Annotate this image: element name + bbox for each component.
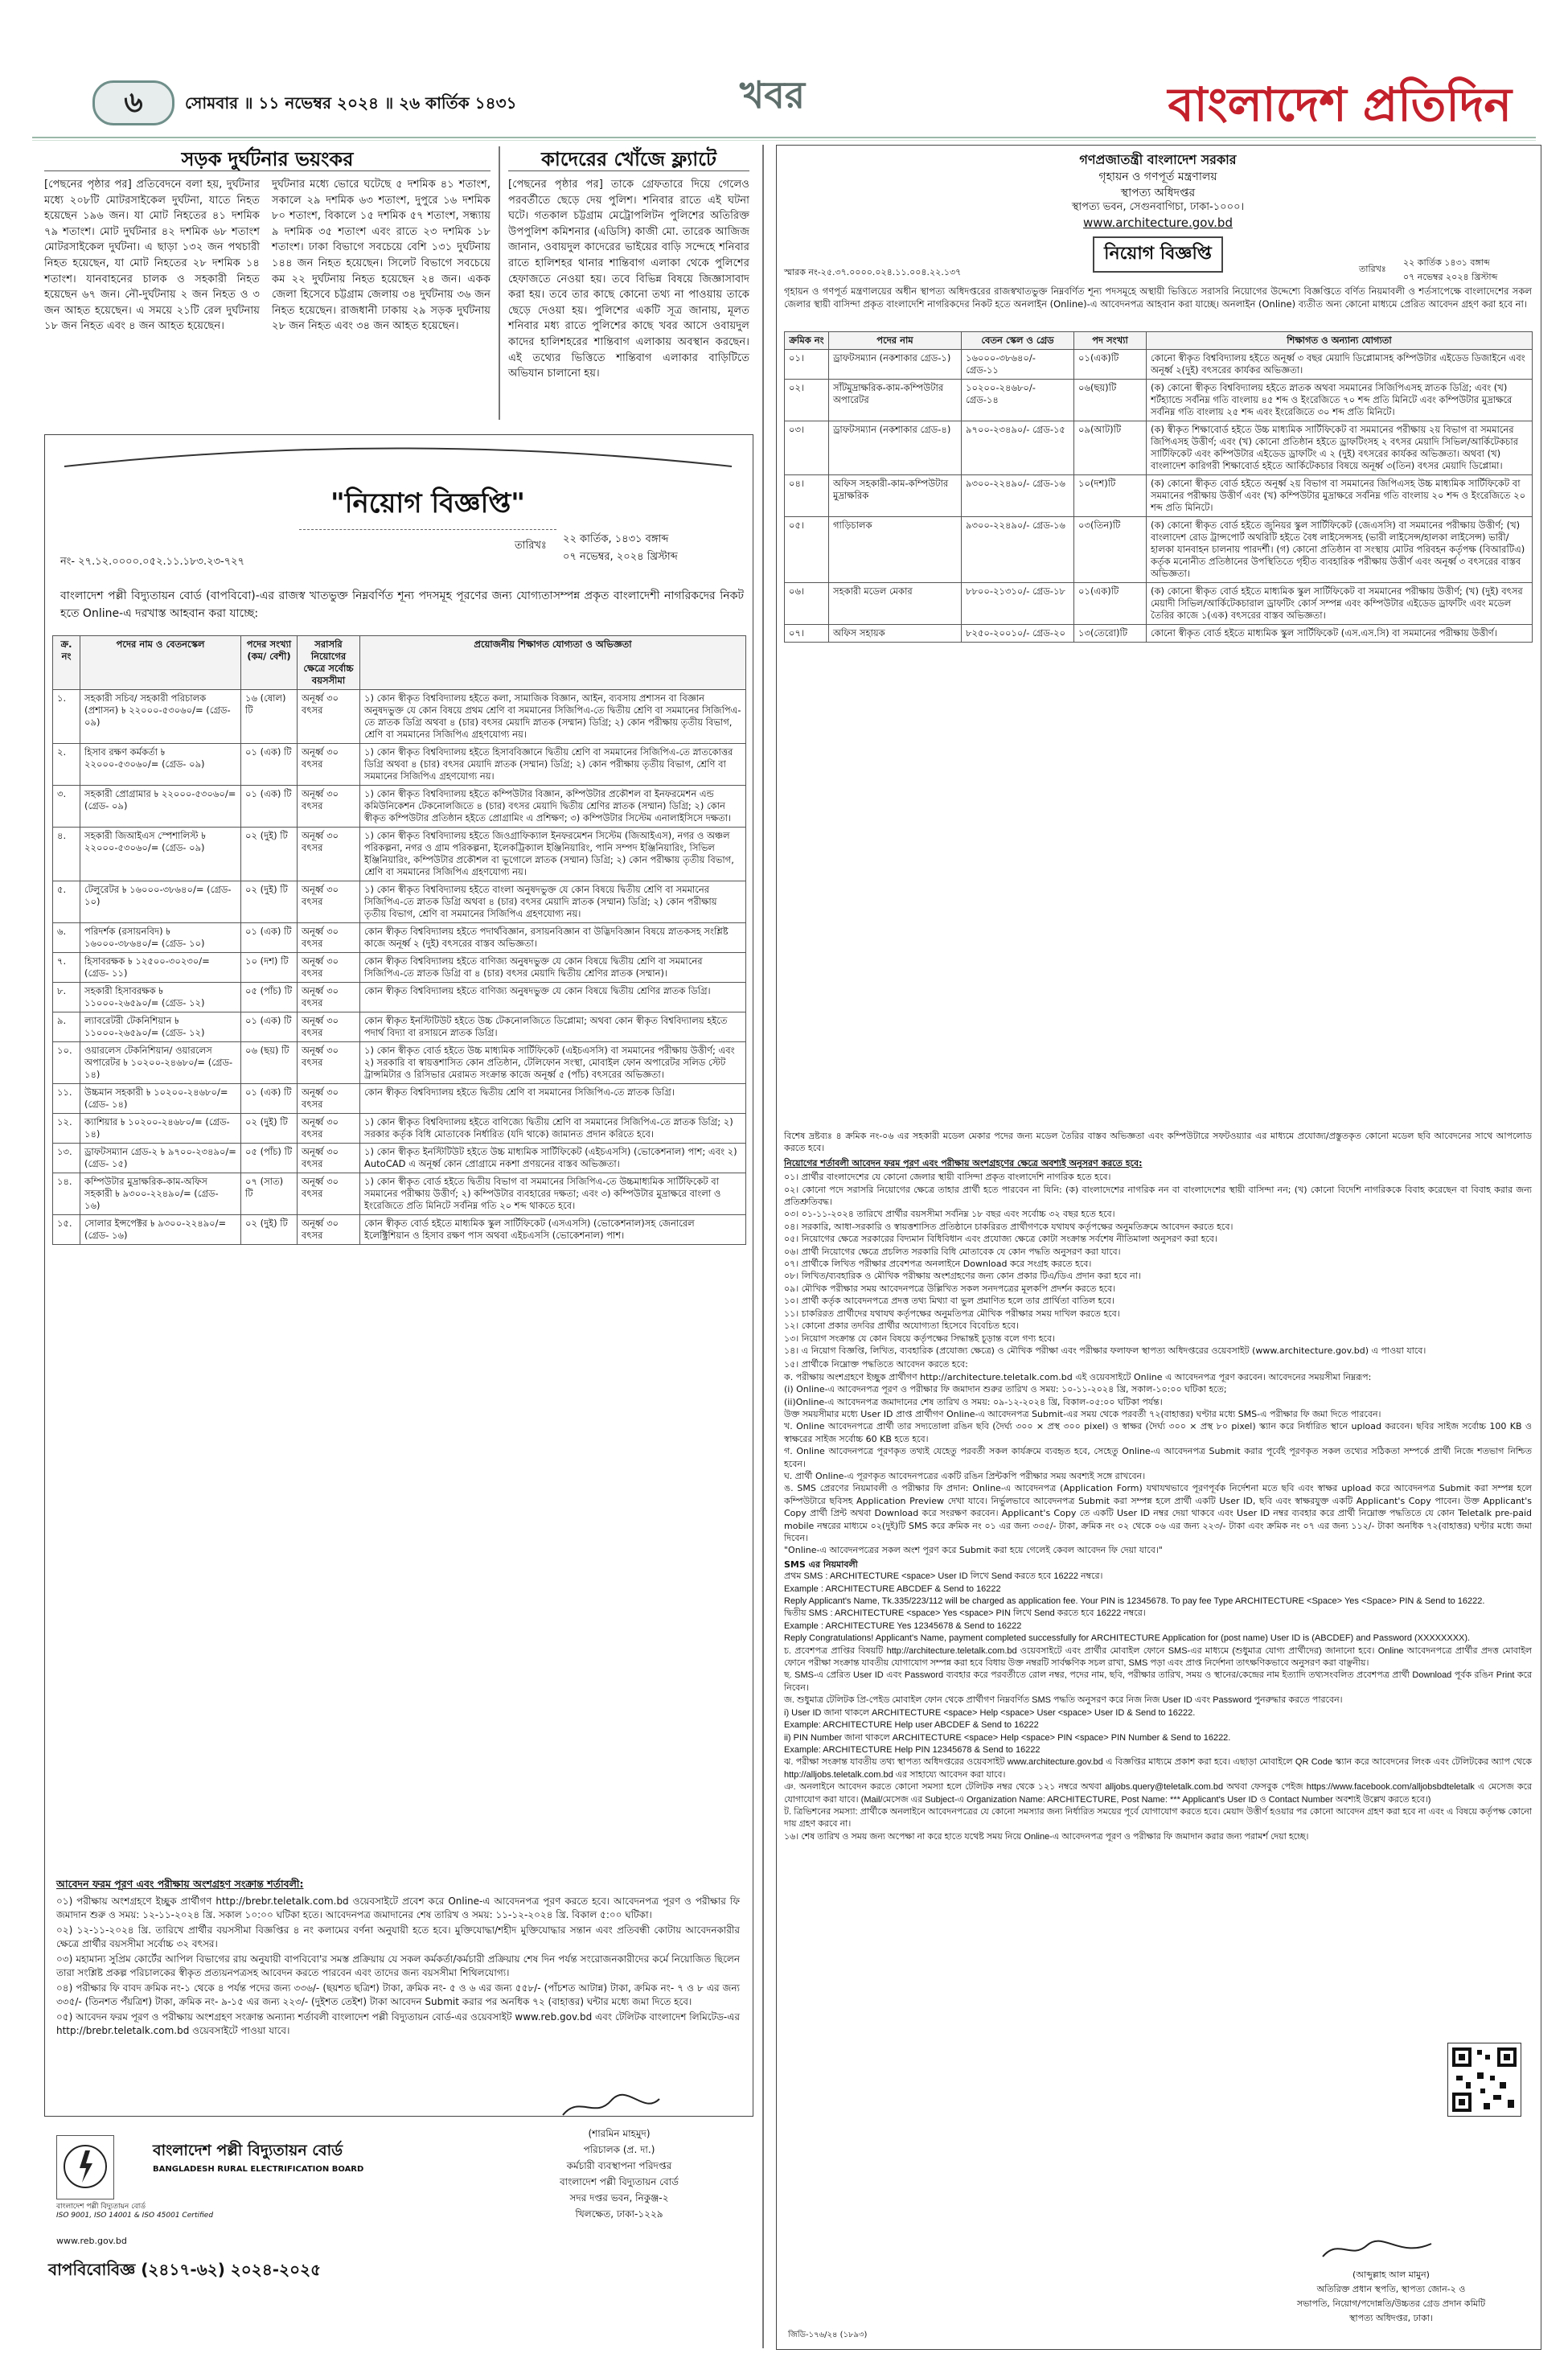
table-row [785, 475, 1533, 517]
table-cell: সহকারী মডেল মেকার [829, 583, 962, 625]
list-item: ০১। প্রার্থীর বাংলাদেশের যে কোনো জেলার স্থায়ী বাসিন্দা প্রকৃত বাংলাদেশি নাগরিক হতে হবে। [784, 1172, 1111, 1183]
department-website[interactable]: www.architecture.gov.bd [1083, 216, 1233, 230]
architecture-signer-org: স্থাপত্য অধিদপ্তর, ঢাকা। [1349, 2313, 1433, 2323]
page-number: ৬ [92, 80, 174, 125]
table-row [53, 1144, 746, 1173]
table-cell: ১৬০০০-৩৮৬৪০/- গ্রেড-১১ [962, 350, 1074, 380]
table-header-cell: প্রয়োজনীয় শিক্ষাগত যোগ্যতা ও অভিজ্ঞতা [360, 636, 746, 690]
table-cell: অনূর্ধ্ব ৩০ বৎসর [298, 1012, 360, 1042]
apply-title: ১৫। প্রার্থীকে নিম্নোক্ত পদ্ধতিতে আবেদন করতে হবে: [784, 1359, 968, 1370]
table-cell: ০৬ (ছয়) টি [241, 1042, 298, 1084]
table-header-cell: শিক্ষাগত ও অন্যান্য যোগ্যতা [1147, 332, 1533, 350]
architecture-date-label: তারিখঃ [1359, 264, 1386, 274]
table-cell: ০৫। [785, 517, 829, 583]
page-column-divider [762, 145, 764, 2348]
table-cell: ১২. [53, 1114, 80, 1144]
sms-title: SMS এর নিয়মাবলী [784, 1559, 858, 1570]
table-cell: ০২ (দুই) টি [241, 1114, 298, 1144]
reb-logo-stamp [56, 2135, 114, 2199]
table-cell: ১) কোন স্বীকৃত বোর্ড হইতে দ্বিতীয় বিভাগ বা সমমানের সিজিপিএ-তে উচ্চমাধ্যমিক সার্টিফিকেট বা সমমানের পরীক্ষায় উত্তীর্ণ; ২) কম্পিউটার ব্যবহারের দক্ষতা; এবং ৩) কম্পিউটার মুদ্রাক্ষরে বাংলা ও ইংরেজিতে প্রতি মিনিটে সর্বনিম্ন গতি ২০ শব্দ থাকতে হবে। [360, 1173, 746, 1215]
table-cell: অনূর্ধ্ব ৩০ বৎসর [298, 828, 360, 881]
table-row [53, 690, 746, 744]
table-cell: অনূর্ধ্ব ৩০ বৎসর [298, 881, 360, 923]
table-row [785, 380, 1533, 421]
table-cell: ১০২০০-২৪৬৮০/- গ্রেড-১৪ [962, 380, 1074, 421]
iso-certification: ISO 9001, ISO 14001 & ISO 45001 Certified [56, 2212, 214, 2220]
architecture-signer-title: অতিরিক্ত প্রধান স্থপতি, স্থাপত্য জোন-২ ও [1316, 2284, 1466, 2294]
header-divider-thin [32, 140, 1536, 141]
list-item: ঘ. প্রার্থী Online-এ পূরণকৃত আবেদনপত্রের একটি রঙিন প্রিন্টকপি পরীক্ষার সময় অবশ্যই সঙ্গে রাখবেন। [784, 1470, 1146, 1481]
table-cell: কোন স্বীকৃত ইনস্টিটিউট হইতে উচ্চ টেকনোলজিতে ডিপ্লোমা; অথবা কোন স্বীকৃত বিশ্ববিদ্যালয় হইতে পদার্থ বিদ্যা বা রসায়নে স্নাতক ডিগ্রি। [360, 1012, 746, 1042]
table-cell: ২. [53, 744, 80, 786]
table-cell: ৯৩০০-২২৪৯০/- গ্রেড-১৬ [962, 517, 1074, 583]
table-cell: সাঁটমুদ্রাক্ষরিক-কাম-কম্পিউটার অপারেটর [829, 380, 962, 421]
notice-heading: "নিয়োগ বিজ্ঞপ্তি" [299, 483, 556, 530]
table-cell: অনূর্ধ্ব ৩০ বৎসর [298, 923, 360, 953]
terms-list [56, 1895, 740, 2039]
list-item: ট. ত্রিভিশনের সমস্যা: প্রার্থীকে অনলাইনে আবেদনপত্রের যে কোনো সমস্যার জন্য নির্ধারিত সময়ের পূর্বে যোগাযোগ করতে হবে। মেয়াদ উত্তীর্ণ হওয়ার পর কোনো আবেদন গ্রহণ করা হবে না এবং এ বিষয়ে কর্তৃপক্ষ কোনো দায় গ্রহণ করবে না। [784, 1806, 1532, 1830]
table-row [785, 350, 1533, 380]
list-item: উক্ত সময়সীমার মধ্যে User ID প্রাপ্ত প্রার্থীগণ Online-এ আবেদনপত্র Submit-এর সময় থেকে পরবর্তী ৭২(বাহাত্তর) ঘণ্টার মধ্যে SMS-এ পরীক্ষার ফি জমা দিতে পারবেন। [784, 1408, 1381, 1419]
table-row [53, 828, 746, 881]
table-cell: ওয়ারলেস টেকনিশিয়ান/ ওয়ারলেস অপারেটর ৳ ১০২০০-২৪৬৮০/= (গ্রেড- ১৪) [80, 1042, 241, 1084]
reb-signature [555, 2091, 683, 2123]
table-cell: টেলুরেটর ৳ ১৬০০০-৩৮৬৪০/= (গ্রেড- ১০) [80, 881, 241, 923]
decorative-lamp-icon [48, 438, 748, 470]
table-cell: ১৬ (ষোল) টি [241, 690, 298, 744]
department-address: স্থাপত্য ভবন, সেগুনবাগিচা, ঢাকা-১০০০। [1071, 201, 1245, 213]
table-cell: অনূর্ধ্ব ৩০ বৎসর [298, 744, 360, 786]
list-item: ঝ. পরীক্ষা সংক্রান্ত যাবতীয় তথ্য স্থাপত্য অধিদপ্তরের ওয়েবসাইট www.architecture.gov.bd এ বিজ্ঞপ্তির মাধ্যমে প্রকাশ করা হবে। এছাড়া মোবাইলে QR Code স্ক্যান করে আবেদনের লিংক এবং টেলিটকের অ্যাপ থেকে http://alljobs.teletalk.com.bd এর সাহায্যে আবেদন করা যাবে। [784, 1757, 1532, 1780]
article-title-rule [508, 170, 749, 171]
table-cell: ১৪. [53, 1173, 80, 1215]
list-item: "Online-এ আবেদনপত্রের সকল অংশ পূরণ করে Submit করা হয়ে গেলেই কেবল আবেদন ফি দেয়া যাবে।" [784, 1545, 1163, 1556]
table-cell: ০৭। [785, 625, 829, 643]
table-row [53, 881, 746, 923]
table-row [53, 1215, 746, 1245]
article-body-col2: দুর্ঘটনার মধ্যে ভোরে ঘটেছে ৫ দশমিক ৪১ শতাংশ, সকালে ২৯ দশমিক ৬৩ শতাংশ, দুপুরে ১৬ দশমিক ৮০ শতাংশ, বিকালে ১৫ দশমিক ৫৭ শতাংশ, সন্ধ্যায় ৯ দশমিক ৩৫ শতাংশ এবং রাতে ২৩ দশমিক ১৮ শতাংশ। ঢাকা বিভাগে সবচেয়ে বেশি ১৩১ দুর্ঘটনায় ১৪৪ জন নিহত হয়েছেন। সিলেট বিভাগে সবচেয়ে কম ২২ দুর্ঘটনায় নিহত হয়েছেন ২৪ জন। একক জেলা হিসেবে চট্টগ্রাম জেলায় ৩৪ দুর্ঘটনায় ৩৬ জন নিহত হয়েছেন। রাজধানী ঢাকায় ২৯ সড়ক দুর্ঘটনায় ২৮ জন নিহত এবং ৩৪ জন আহত হয়েছেন। [272, 179, 491, 333]
list-item: জ. শুধুমাত্র টেলিটক প্রি-পেইড মোবাইল ফোন থেকে প্রার্থীগণ নিম্নবর্ণিত SMS পদ্ধতি অনুসরণ করে নিজ নিজ User ID এবং Password পুনরুদ্ধার করতে পারবেন। [784, 1695, 1343, 1706]
table-row [785, 421, 1533, 475]
table-cell: ০৪। [785, 475, 829, 517]
table-header-cell: পদের সংখ্যা (কম/ বেশী) [241, 636, 298, 690]
list-item: ০৫) আবেদন ফরম পূরণ ও পরীক্ষায় অংশগ্রহণ সংক্রান্ত অন্যান্য শর্তাবলী বাংলাদেশ পল্লী বিদ্যুতায়ন বোর্ড-এর ওয়েবসাইট www.reb.gov.bd এবং টেলিটক বাংলাদেশ লিমিটেড-এর http://brebr.teletalk.com.bd ওয়েবসাইটে পাওয়া যাবে। [56, 2011, 740, 2036]
table-cell: ০৩। [785, 421, 829, 475]
table-cell: ৭. [53, 953, 80, 983]
table-cell: কোনো স্বীকৃত বিশ্ববিদ্যালয় হইতে অনূর্ধ্ব ৩ বছর মেয়াদি ডিপ্লোমাসহ কম্পিউটার এইডেড ডিজাইনে এবং অনূর্ধ্ব ২(দুই) বৎসরের কার্যকর অভিজ্ঞতা। [1147, 350, 1533, 380]
architecture-rules-section [784, 1130, 1532, 1843]
list-item: ছ. SMS-এ প্রেরিত User ID এবং Password ব্যবহার করে পরবর্তীতে রোল নম্বর, পদের নাম, ছবি, পরীক্ষার তারিখ, সময় ও স্থানের/কেন্দ্রের নাম ইত্যাদি তথ্যসংবলিত প্রবেশপত্র প্রার্থী Download পূর্বক রঙিন Print করে নিবেন। [784, 1670, 1532, 1693]
special-note: বিশেষ দ্রষ্টব্যঃ ৪ ক্রমিক নং-০৬ এর সহকারী মডেল মেকার পদের জন্য মডেল তৈরির বাস্তব অভিজ্ঞতা এবং কম্পিউটারে সফটওয়্যার এর মাধ্যমে প্রযোজ্য/প্রস্তুতকৃত কোনো মডেল ছবি আবেদনের সাথে আপলোড করতে হবে। [784, 1131, 1532, 1154]
table-header-cell: বেতন স্কেল ও গ্রেড [962, 332, 1074, 350]
table-cell: অনূর্ধ্ব ৩০ বৎসর [298, 1114, 360, 1144]
architecture-signer-name: (আব্দুল্লাহ আল মামুন) [1353, 2269, 1430, 2280]
article-title-rule [44, 170, 491, 171]
table-cell: ৯৭০০-২৩৪৯০/- গ্রেড-১৫ [962, 421, 1074, 475]
reb-vacancy-table-wrap [52, 635, 745, 1245]
table-cell: ১) কোন স্বীকৃত বিশ্ববিদ্যালয় হইতে জিওগ্রাফিক্যাল ইনফরমেশন সিস্টেম (জিআইএস), নগর ও অঞ্চল পরিকল্পনা, নগর ও গ্রাম পরিকল্পনা, ইলেকট্রিক্যাল ইঞ্জিনিয়ারিং, পানি সম্পদ ইঞ্জিনিয়ারিং, সিভিল ইঞ্জিনিয়ারিং, কম্পিউটার প্রকৌশল বা ভূগোলে স্নাতক (সম্মান) ডিগ্রি; ২) কোন পরীক্ষায় তৃতীয় বিভাগ, শ্রেণি বা সমমানের সিজিপিএ গ্রহণযোগ্য নয়। [360, 828, 746, 881]
architecture-ad-code: জিডি-১৭৬/২৪ (১৮৯৩) [788, 2331, 868, 2339]
list-item: ০৮। লিখিত/ব্যবহারিক ও মৌখিক পরীক্ষায় অংশগ্রহণের জন্য কোন প্রকার টিএ/ডিএ প্রদান করা হবে না। [784, 1271, 1141, 1282]
table-header-row [785, 332, 1533, 350]
table-cell: ০২। [785, 380, 829, 421]
table-cell: ০১(এক)টি [1074, 583, 1147, 625]
table-cell: ০৫ (পাঁচ) টি [241, 1144, 298, 1173]
table-row [53, 1084, 746, 1114]
table-cell: ১) কোন স্বীকৃত বিশ্ববিদ্যালয় হইতে বাণিজ্যে দ্বিতীয় শ্রেণি বা সমমানের সিজিপিএ-তে স্নাতক ডিগ্রি; ২) সরকার কর্তৃক বিধি মোতাবেক নির্ধারিত (যদি থাকে) জামানত প্রদান করিতে হবে। [360, 1114, 746, 1144]
list-item: (i) Online-এ আবেদনপত্র পূরণ ও পরীক্ষার ফি জমাদান শুরুর তারিখ ও সময়: ১০-১১-২০২৪ খ্রি, সকাল-১০:০০ ঘটিকা হতে; [784, 1384, 1227, 1395]
rules-list [784, 1171, 1532, 1357]
table-row [53, 1173, 746, 1215]
list-item: গ. Online আবেদনপত্রে পূরণকৃত তথ্যই যেহেতু পরবর্তী সকল কার্যক্রমে ব্যবহৃত হবে, সেহেতু Online-এ আবেদনপত্র Submit করার পূর্বেই পূরণকৃত সকল তথ্যের সঠিকতা সম্পর্কে প্রার্থী নিজে শতভাগ নিশ্চিত হবেন। [784, 1446, 1532, 1469]
table-row [53, 1114, 746, 1144]
reb-signer-name: (শারমিন মাহমুদ) [588, 2128, 651, 2139]
list-item: Reply Applicant's Name, Tk.335/223/112 will be charged as application fee. Your PIN is 12345678. To pay fee Type ARCHITECTURE <Space> Yes <Space> PIN & Send to 16222. [784, 1596, 1485, 1607]
list-item: ক. পরীক্ষায় অংশগ্রহণে ইচ্ছুক প্রার্থীগণ http://architecture.teletalk.com.bd এই ওয়েবসাইটে Online এ আবেদনপত্র পূরণ করবেন। আবেদনের সময়সীমা নিম্নরূপ: [784, 1371, 1372, 1382]
reb-signer-org: বাংলাদেশ পল্লী বিদ্যুতায়ন বোর্ড [559, 2176, 679, 2187]
table-cell: অনূর্ধ্ব ৩০ বৎসর [298, 1215, 360, 1245]
table-row [53, 1042, 746, 1084]
terms-title: আবেদন ফরম পূরণ এবং পরীক্ষায় অংশগ্রহণ সংক্রান্ত শর্তাবলী: [56, 1878, 304, 1890]
table-cell: ০১ (এক) টি [241, 923, 298, 953]
table-cell: (ক) কোনো স্বীকৃত বোর্ড হইতে অনূর্ধ্ব ২য় বিভাগ বা সমমানের জিপিএসহ উচ্চ মাধ্যমিক সার্টিফিকেট বা সমমানের পরীক্ষায় উত্তীর্ণ এবং (খ) কম্পিউটার মুদ্রাক্ষরে সর্বনিম্ন গতি বাংলায় ২০ শব্দ ও ইংরেজিতে ২০ শব্দ প্রতি মিনিটে। [1147, 475, 1533, 517]
table-cell: ১০ (দশ) টি [241, 953, 298, 983]
list-item: ০৬। প্রার্থী নিয়োগের ক্ষেত্রে প্রচলিত সরকারি বিধি মোতাবেক যে কোন পদ্ধতি অনুসরণ করা যাবে। [784, 1246, 1121, 1257]
reb-signer-address: সদর দপ্তর ভবন, নিকুঞ্জ-২ [569, 2192, 669, 2204]
table-cell: ১) কোন স্বীকৃত বিশ্ববিদ্যালয় হইতে হিসাববিজ্ঞানে দ্বিতীয় শ্রেণি বা সমমানের সিজিপিএ-তে স্নাতকোত্তর ডিগ্রি অথবা ৪ (চার) বৎসর মেয়াদি স্নাতক (সম্মান) ডিগ্রি; ২) কোন পরীক্ষায় তৃতীয় বিভাগ, শ্রেণি বা সমমানের সিজিপিএ গ্রহণযোগ্য নয়। [360, 744, 746, 786]
notice-date-label: তারিখঃ [515, 540, 547, 552]
table-cell: ৮. [53, 983, 80, 1012]
rules-title: নিয়োগের শর্তাবলী আবেদন ফরম পূরণ এবং পরীক্ষায় অংশগ্রহণের ক্ষেত্রে অবশ্যই অনুসরণ করতে হবে: [784, 1157, 1143, 1169]
table-cell: ০১। [785, 350, 829, 380]
table-cell: ১) কোন স্বীকৃত বিশ্ববিদ্যালয় হইতে কলা, সামাজিক বিজ্ঞান, আইন, ব্যবসায় প্রশাসন বা বিজ্ঞান অনুষদভুক্ত যে কোন বিষয়ে প্রথম শ্রেণি বা সমমানের সিজিপিএ-তে দ্বিতীয় শ্রেণি বা সমমানের সিজিপিএ-তে স্নাতক ডিগ্রি অথবা ৪ (চার) বৎসর মেয়াদি স্নাতক (সম্মান) ডিগ্রি; ২) কোন পরীক্ষায় তৃতীয় বিভাগ, শ্রেণি বা সমমানের সিজিপিএ গ্রহণযোগ্য নয়। [360, 690, 746, 744]
list-item: Example : ARCHITECTURE ABCDEF & Send to 16222 [784, 1583, 1001, 1594]
list-item: Example: ARCHITECTURE Help user ABCDEF & Send to 16222 [784, 1720, 1039, 1731]
reb-signer-office: কর্মচারী ব্যবস্থাপনা পরিদপ্তর [566, 2160, 672, 2171]
table-row [53, 923, 746, 953]
table-cell: উচ্চমান সহকারী ৳ ১০২০০-২৪৬৮০/= (গ্রেড- ১৪) [80, 1084, 241, 1114]
table-cell: হিসাব রক্ষণ কর্মকর্তা ৳ ২২০০০-৫৩০৬০/= (গ্রেড- ০৯) [80, 744, 241, 786]
reb-signer-title: পরিচালক (প্র. দা.) [583, 2144, 655, 2155]
apply-steps [784, 1371, 1532, 1557]
list-item: চ. প্রবেশপত্র প্রাপ্তির বিষয়টি http://architecture.teletalk.com.bd ওয়েবসাইটে এবং প্রার্থীর মোবাইল ফোনে SMS-এর মাধ্যমে (শুধুমাত্র যোগ্য প্রার্থীদের) জানানো হবে। Online আবেদনপত্রে প্রার্থীর প্রদত্ত মোবাইল ফোনে পরীক্ষা সংক্রান্ত যাবতীয় যোগাযোগ সম্পন্ন করা হবে বিধায় উক্ত নম্বরটি সার্বক্ষণিক সচল রাখা, SMS পড়া এবং প্রাপ্ত নির্দেশনা তাৎক্ষণিকভাবে অনুসরণ করা বাঞ্ছনীয়। [784, 1645, 1532, 1669]
list-item: ১৩। নিয়োগ সংক্রান্ত যে কোন বিষয়ে কর্তৃপক্ষের সিদ্ধান্তই চূড়ান্ত বলে গণ্য হবে। [784, 1333, 1055, 1344]
list-item: ০২। কোনো পদে সরাসরি নিয়োগের ক্ষেত্রে তাহার প্রার্থী হতে পারবেন না যিনি: (ক) বাংলাদেশের নাগরিক নন বা বাংলাদেশের স্থায়ী বাসিন্দা নন; (খ) কোনো বিদেশি নাগরিককে বিবাহ করেছেন বা বিবাহ করার জন্য প্রতিশ্রুতিবদ্ধ। [784, 1184, 1532, 1208]
reb-logo-icon [57, 2136, 113, 2199]
table-cell: সহকারী হিসাবরক্ষক ৳ ১১০০০-২৬৫৯০/= (গ্রেড- ১২) [80, 983, 241, 1012]
list-item: ১৬। শেষ তারিখ ও সময় জন্য অপেক্ষা না করে হাতে যথেষ্ট সময় নিয়ে Online-এ আবেদনপত্র পূরণ ও পরীক্ষার ফি জমাদান করার জন্য পরামর্শ দেয়া হচ্ছে। [784, 1831, 1309, 1842]
table-cell: কোন স্বীকৃত বিশ্ববিদ্যালয় হইতে বাণিজ্য অনুষদভুক্ত যে কোন বিষয়ে দ্বিতীয় শ্রেণি বা সমমানের সিজিপিএ-তে স্নাতক ডিগ্রি বা ৪ (চার) বৎসর মেয়াদি দ্বিতীয় শ্রেণির স্নাতক (সম্মান)। [360, 953, 746, 983]
table-cell: ০১ (এক) টি [241, 786, 298, 828]
table-cell: ৫. [53, 881, 80, 923]
qr-code-icon [1448, 2043, 1521, 2116]
architecture-vacancy-table [784, 331, 1533, 643]
list-item: i) User ID জানা থাকলে ARCHITECTURE <space> Help <space> User <space> User ID & Send to 16222. [784, 1707, 1196, 1718]
table-cell: ১৩. [53, 1144, 80, 1173]
table-cell: ১৫. [53, 1215, 80, 1245]
list-item: ০২) ১২-১১-২০২৪ খ্রি. তারিখে প্রার্থীর বয়সসীমা বিজ্ঞপ্তির ৪ নং কলামের বর্ণনা অনুযায়ী হতে হবে। মুক্তিযোদ্ধা/শহীদ মুক্তিযোদ্ধার সন্তান এবং প্রতিবন্ধী কোটায় আবেদনকারীর ক্ষেত্রে প্রার্থীর বয়সসীমা সর্বোচ্চ ৩২ বৎসর। [56, 1924, 740, 1949]
table-cell: ৩. [53, 786, 80, 828]
table-cell: ৮৮০০-২১৩১০/- গ্রেড-১৮ [962, 583, 1074, 625]
table-cell: কোন স্বীকৃত বিশ্ববিদ্যালয় হইতে দ্বিতীয় শ্রেণি বা সমমানের সিজিপিএ-তে স্নাতক ডিগ্রি। [360, 1084, 746, 1114]
list-item: ii) PIN Number জানা থাকলে ARCHITECTURE <space> Help <space> PIN <space> PIN Number & Send to 16222. [784, 1732, 1231, 1743]
list-item: ০৪। সরকারি, আধা-সরকারি ও স্বায়ত্তশাসিত প্রতিষ্ঠানে চাকরিরত প্রার্থীগণকে যথাযথ কর্তৃপক্ষের অনুমতিক্রমে আবেদন করতে হবে। [784, 1221, 1233, 1232]
logo-caption: বাংলাদেশ পল্লী বিদ্যুতায়ন বোর্ড [56, 2203, 146, 2211]
table-cell: ১) কোন স্বীকৃত বোর্ড হইতে উচ্চ মাধ্যমিক সার্টিফিকেট (এইচএসসি) বা সমমানের পরীক্ষায় উত্তীর্ণ; এবং ২) সরকারি বা স্বায়ত্তশাসিত কোন প্রতিষ্ঠান, টেলিফোন সংস্থা, মোবাইল ফোন অপারেটর সলিড স্টেট ট্রান্সমিটার ও রিসিভার মেরামত সংক্রান্ত কাজে অনূর্ধ্ব ৫ (পাঁচ) বৎসরের অভিজ্ঞতা। [360, 1042, 746, 1084]
table-header-cell: পদ সংখ্যা [1074, 332, 1147, 350]
table-cell: ০২ (দুই) টি [241, 1215, 298, 1245]
architecture-vacancy-table-wrap [784, 331, 1532, 643]
reb-website[interactable]: www.reb.gov.bd [56, 2236, 127, 2246]
list-item: দ্বিতীয় SMS : ARCHITECTURE <space> Yes <space> PIN লিখে Send করতে হবে 16222 নম্বরে। [784, 1608, 1146, 1619]
table-row [785, 625, 1533, 643]
architecture-date-bangla: ২২ কার্তিক ১৪৩১ বঙ্গাব্দ [1403, 257, 1490, 268]
table-cell: অনূর্ধ্ব ৩০ বৎসর [298, 1144, 360, 1173]
table-header-cell: পদের নাম ও বেতনস্কেল [80, 636, 241, 690]
table-header-cell: সরাসরি নিয়োগের ক্ষেত্রে সর্বোচ্চ বয়সসীমা [298, 636, 360, 690]
table-cell: গাড়িচালক [829, 517, 962, 583]
column-divider [499, 146, 500, 420]
department-name: স্থাপত্য অধিদপ্তর [1120, 187, 1196, 199]
gov-name: গণপ্রজাতন্ত্রী বাংলাদেশ সরকার [1079, 152, 1237, 167]
table-cell: ০১(এক)টি [1074, 350, 1147, 380]
list-item: Example: ARCHITECTURE Help PIN 12345678 & Send to 16222 [784, 1744, 1041, 1755]
table-row [53, 786, 746, 828]
table-cell: পরিদর্শক (রসায়নবিদ) ৳ ১৬০০০-৩৮৬৪০/= (গ্রেড- ১০) [80, 923, 241, 953]
table-cell: (ক) কোনো স্বীকৃত বোর্ড হইতে জুনিয়র স্কুল সার্টিফিকেট (জেএসসি) বা সমমানের পরীক্ষায় উত্তীর্ণ; (খ) বাংলাদেশ রোড ট্রান্সপোর্ট অথরিটি হইতে বৈধ লাইসেন্সসহ (ভারী লাইসেন্স/হালকা লাইসেন্স) ভারী/হালকা যানবাহন চালনায় পারদর্শী। (গ) কোনো প্রতিষ্ঠান বা সংস্থায় মোটর পরিবহন কর্তৃপক্ষ (বিআরটিএ) কর্তৃক মনোনীত প্রতিষ্ঠানের উপস্থিতিতে গৃহীত ব্যবহারিক পরীক্ষায় উত্তীর্ণ এবং অনূর্ধ্ব ৩ বৎসরের বাস্তব অভিজ্ঞতা। [1147, 517, 1533, 583]
table-cell: অনূর্ধ্ব ৩০ বৎসর [298, 983, 360, 1012]
table-cell: ০৫ (পাঁচ) টি [241, 983, 298, 1012]
table-row [53, 744, 746, 786]
list-item: ০৭। প্রার্থীকে লিখিত পরীক্ষার প্রবেশপত্র অনলাইনে Download করে সংগ্রহ করতে হবে। [784, 1259, 1092, 1270]
table-cell: (ক) স্বীকৃত শিক্ষাবোর্ড হইতে উচ্চ মাধ্যমিক সার্টিফিকেট বা সমমানের পরীক্ষায় ২য় বিভাগ বা সমমানের জিপিএসহ উত্তীর্ণ; এবং (খ) কোনো প্রতিষ্ঠান হইতে ড্রাফটিংসহ ২ বৎসর মেয়াদি সিভিল/আর্কিটেকচার সার্টিফিকেট এবং কম্পিউটার এইডেড ড্রাফটিং এ ২ (দুই) বৎসরের কার্যকর অভিজ্ঞতা। অথবা (খ) বাংলাদেশ কারিগরী শিক্ষাবোর্ড হইতে আর্কিটেকচার বিষয়ে অনূর্ধ্ব ৩(তিন) বৎসর মেয়াদি ডিপ্লোমা। [1147, 421, 1533, 475]
table-cell: অনূর্ধ্ব ৩০ বৎসর [298, 1084, 360, 1114]
table-cell: ড্রাফটসম্যান গ্রেড-২ ৳ ৯৭০০-২৩৪৯০/= (গ্রেড- ১৫) [80, 1144, 241, 1173]
table-cell: সহকারী জিআইএস স্পেশালিস্ট ৳ ২২০০০-৫৩০৬০/= (গ্রেড- ০৯) [80, 828, 241, 881]
table-cell: ০২ (দুই) টি [241, 881, 298, 923]
table-cell: অনূর্ধ্ব ৩০ বৎসর [298, 786, 360, 828]
table-cell: ড্রাফটসম্যান (নকশাকার গ্রেড-৪) [829, 421, 962, 475]
table-header-cell: পদের নাম [829, 332, 962, 350]
list-item: (ii)Online-এ আবেদনপত্র জমাদানের শেষ তারিখ ও সময়: ০৯-১২-২০২৪ খ্রি, বিকাল-০৫:০০ ঘটিকা পর্যন্ত। [784, 1396, 1163, 1407]
table-cell: অফিস সহায়ক [829, 625, 962, 643]
brand-logo[interactable] [1126, 63, 1512, 135]
reb-org-name-en: BANGLADESH RURAL ELECTRIFICATION BOARD [153, 2165, 364, 2174]
header-divider [32, 137, 1536, 138]
list-item: প্রথম SMS : ARCHITECTURE <space> User ID লিখে Send করতে হবে 16222 নম্বরে। [784, 1571, 1103, 1582]
table-cell: সোলার ইন্সপেক্টর ৳ ৯৩০০-২২৪৯০/= (গ্রেড- ১৬) [80, 1215, 241, 1245]
reb-org-name: বাংলাদেশ পল্লী বিদ্যুতায়ন বোর্ড [153, 2142, 343, 2159]
list-item: ১২। কোনো প্রকার তদবির প্রার্থীর অযোগ্যতা হিসেবে বিবেচিত হবে। [784, 1320, 1019, 1332]
list-item: ১১। চাকরিরত প্রার্থীদের যথাযথ কর্তৃপক্ষের অনুমতিপত্র মৌখিক পরীক্ষার সময় দাখিল করতে হবে। [784, 1308, 1120, 1319]
table-cell: (ক) কোনো স্বীকৃত বিশ্ববিদ্যালয় হইতে স্নাতক অথবা সমমানের সিজিপিএসহ স্নাতক ডিগ্রি; এবং (খ) শর্টহ্যান্ডে সর্বনিম্ন গতি বাংলায় ৪৫ শব্দ ও ইংরেজিতে ৭০ শব্দ প্রতি মিনিটে এবং কম্পিউটার মুদ্রাক্ষরে সর্বনিম্ন গতি বাংলায় ২৫ শব্দ এবং ইংরেজিতে ৩০ শব্দ প্রতি মিনিটে। [1147, 380, 1533, 421]
list-item: ০৫। নিয়োগের ক্ষেত্রে সরকারের বিদ্যমান বিধিবিধান এবং প্রযোজ্য ক্ষেত্রে কোটা সংক্রান্ত সর্বশেষ নীতিমালা অনুসরণ করা হবে। [784, 1234, 1217, 1245]
reb-vacancy-table [52, 635, 746, 1245]
article-body-quader: [পেছনের পৃষ্ঠার পর] তাকে গ্রেফতারে দিয়ে গেলেও পরবর্তীতে ছেড়ে দেয় পুলিশ। শনিবার রাতে এই ঘটনা ঘটে। গতকাল চট্টগ্রাম মেট্রোপলিটন পুলিশের অতিরিক্ত উপপুলিশ কমিশনার (এডিসি) কাজী মো. তারেক আজিজ জানান, ওবায়দুল কাদেরের ভাইয়ের বাড়ি সন্দেহে শনিবার রাতে হালিশহর থানার শান্তিবাগ এলাকা থেকে পুলিশের হেফাজতে নেওয়া হয়। তবে বিভিন্ন বিষয়ে জিজ্ঞাসাবাদ করা হয়। তবে তার কাছে কোনো তথ্য না পাওয়ায় তাকে ছেড়ে দেওয়া হয়। পুলিশের একটি সূত্র জানায়, মূলত শনিবার মধ্য রাতে পুলিশের কাছে খবর আসে ওবায়দুল কাদের হালিশহরের শান্তিবাগ এলাকায় অবস্থান করছেন। এই তথ্যের ভিত্তিতে শান্তিবাগ এলাকার বাড়িটিতে অভিযান চালানো হয়। [508, 179, 749, 380]
table-cell: ড্রাফটসম্যান (নকশাকার গ্রেড-১) [829, 350, 962, 380]
architecture-signer-title2: সভাপতি, নিয়োগ/পদোন্নতি/উচ্চতর গ্রেড প্রদান কমিটি [1296, 2298, 1486, 2309]
list-item: ১৪। এ নিয়োগ বিজ্ঞপ্তি, লিখিত, ব্যবহারিক (প্রযোজ্য ক্ষেত্রে) ও মৌখিক পরীক্ষা এবং পরীক্ষার ফলাফল স্থাপত্য অধিদপ্তরের ওয়েবসাইট (www.architecture.gov.bd) এ পাওয়া যাবে। [784, 1345, 1426, 1356]
table-cell: অনূর্ধ্ব ৩০ বৎসর [298, 1042, 360, 1084]
table-cell: ১১. [53, 1084, 80, 1114]
table-row [785, 517, 1533, 583]
table-cell: ১) কোন স্বীকৃত বিশ্ববিদ্যালয় হইতে কম্পিউটার বিজ্ঞান, কম্পিউটার প্রকৌশল বা ইনফরমেশন এন্ড কমিউনিকেশন টেকনোলজিতে ৪ (চার) বৎসর মেয়াদি দ্বিতীয় শ্রেণির স্নাতক (সম্মান) ডিগ্রি; ২) কোন স্বীকৃত কম্পিউটার প্রতিষ্ঠান হইতে প্রোগ্রামিং এ প্রশিক্ষণ; ৩) কম্পিউটার সিস্টেম এনালাইসিসে দক্ষতা। [360, 786, 746, 828]
list-item: ০৯। মৌখিক পরীক্ষার সময় আবেদনপত্রে উল্লিখিত সকল সনদপত্রের মূলকপি প্রদর্শন করতে হবে। [784, 1283, 1116, 1294]
reb-ad-code: বাপবিবোবিজ্ঞ (২৪১৭-৬২) ২০২৪-২০২৫ [48, 2260, 322, 2279]
table-cell: ০১ (এক) টি [241, 1012, 298, 1042]
table-cell: ১০. [53, 1042, 80, 1084]
table-cell: ১) কোন স্বীকৃত ইনস্টিটিউট হইতে উচ্চ মাধ্যমিক সার্টিফিকেট (এইচএসসি) (ভোকেশনাল) পাশ; এবং ২) AutoCAD এ অনূর্ধ্ব কোন প্রোগ্রামে নকশা প্রণয়নের বাস্তব অভিজ্ঞতা। [360, 1144, 746, 1173]
table-cell: কোন স্বীকৃত বিশ্ববিদ্যালয় হইতে বাণিজ্য অনুষদভুক্ত যে কোন বিষয়ে দ্বিতীয় শ্রেণির স্নাতক ডিগ্রি। [360, 983, 746, 1012]
table-cell: ৯৩০০-২২৪৯০/- গ্রেড-১৬ [962, 475, 1074, 517]
architecture-intro: গৃহায়ন ও গণপূর্ত মন্ত্রণালয়ের অধীন স্থাপত্য অধিদপ্তরের রাজস্বখাতভুক্ত নিম্নবর্ণিত শূন্য পদসমূহে অস্থায়ী ভিত্তিতে সরাসরি নিয়োগের উদ্দেশ্যে বিজ্ঞপ্তিতে বর্ণিত নিয়মাবলী ও শর্তসাপেক্ষে বাংলাদেশের সকল জেলার স্থায়ী বাসিন্দা প্রকৃত বাংলাদেশি নাগরিকদের নিকট হতে অনলাইন (Online)-এ আবেদনপত্র আহবান করা যাচ্ছে। অনলাইন (Online) ব্যতীত অন্য কোনো মাধ্যমে প্রেরিত আবেদন গ্রহণ করা হবে না। [784, 285, 1532, 310]
table-cell: ১৩(তেরো)টি [1074, 625, 1147, 643]
list-item: ঞ. অনলাইনে আবেদন করতে কোনো সমস্যা হলে টেলিটক নম্বর থেকে ১২১ নম্বরে অথবা alljobs.query@teletalk.com.bd অথবা ফেসবুক পেইজ https://www.facebook.com/alljobsbdteletalk এ মেসেজ করে যোগাযোগ করা যাবে। (Mail/মেসেজ এর Subject-এ Organization Name: ARCHITECTURE, Post Name: *** Applicant's User ID ও Contact Number অবশ্যই উল্লেখ করতে হবে।) [784, 1782, 1532, 1805]
table-header-cell: ক্রমিক নং [785, 332, 829, 350]
table-cell: ০৯(আট)টি [1074, 421, 1147, 475]
table-cell: ০৩(তিন)টি [1074, 517, 1147, 583]
table-cell: ৮২৫০-২০০১০/- গ্রেড-২০ [962, 625, 1074, 643]
architecture-date-gregorian: ০৭ নভেম্বর ২০২৪ খ্রিস্টাব্দ [1403, 272, 1498, 282]
notice-memo-number: নং- ২৭.১২.০০০০.০৫২.১১.১৮৩.২৩-৭২৭ [60, 556, 245, 568]
table-cell: সহকারী প্রোগ্রামার ৳ ২২০০০-৫৩০৬০/= (গ্রেড- ০৯) [80, 786, 241, 828]
table-cell: অনূর্ধ্ব ৩০ বৎসর [298, 1173, 360, 1215]
article-title-road-accident: সড়ক দুর্ঘটনার ভয়ংকর [181, 148, 354, 170]
table-row [785, 583, 1533, 625]
table-cell: হিসাবরক্ষক ৳ ১২৫০০-৩০২৩০/= (গ্রেড- ১১) [80, 953, 241, 983]
list-item: খ. Online আবেদনপত্রে প্রার্থী তার সদ্যতোলা রঙিন ছবি (দৈর্ঘ্য ৩০০ × প্রস্থ ৩০০ pixel) ও স্বাক্ষর (দৈর্ঘ্য ৩০০ × প্রস্থ ৮০ pixel) স্ক্যান করে নির্ধারিত স্থানে upload করবেন। ছবির সাইজ সর্বোচ্চ 100 KB ও স্বাক্ষরের সাইজ সর্বোচ্চ 60 KB হতে হবে। [784, 1421, 1532, 1444]
list-item: ০৩। ০১-১১-২০২৪ তারিখে প্রার্থীর বয়সসীমা সর্বনিম্ন ১৮ বছর এবং সর্বোচ্চ ৩২ বছর হতে হবে। [784, 1209, 1115, 1220]
table-cell: অফিস সহকারী-কাম-কম্পিউটার মুদ্রাক্ষরিক [829, 475, 962, 517]
notice-decoration [48, 438, 748, 470]
table-cell: ল্যাবরেটরী টেকনিশিয়ান ৳ ১১০০০-২৬৫৯০/= (গ্রেড- ১২) [80, 1012, 241, 1042]
table-cell: ০১ (এক) টি [241, 1084, 298, 1114]
ministry-name: গৃহায়ন ও গণপূর্ত মন্ত্রণালয় [1098, 170, 1217, 183]
table-cell: ৬. [53, 923, 80, 953]
table-cell: ক্যাশিয়ার ৳ ১০২০০-২৪৬৮০/= (গ্রেড- ১৪) [80, 1114, 241, 1144]
reb-signer-city: খিলক্ষেত, ঢাকা-১২২৯ [575, 2208, 663, 2220]
table-cell: ০২ (দুই) টি [241, 828, 298, 881]
date-line: সোমবার ॥ ১১ নভেম্বর ২০২৪ ॥ ২৬ কার্তিক ১৪৩১ [185, 93, 517, 113]
brand-name: বাংলাদেশ প্রতিদিন [1168, 77, 1512, 132]
table-cell: ০৬(ছয়)টি [1074, 380, 1147, 421]
list-item: ১০। প্রার্থী কর্তৃক আবেদনপত্রে প্রদত্ত তথ্য মিথ্যা বা ভুল প্রমাণিত হলে তার প্রার্থিতা বাতিল হবে। [784, 1296, 1114, 1307]
table-cell: সহকারী সচিব/ সহকারী পরিচালক (প্রশাসন) ৳ ২২০০০-৫৩০৬০/= (গ্রেড- ০৯) [80, 690, 241, 744]
table-row [53, 1012, 746, 1042]
notice-date-bangla: ২২ কার্তিক, ১৪৩১ বঙ্গাব্দ [563, 533, 669, 545]
table-header-cell: ক্র. নং [53, 636, 80, 690]
architecture-memo: স্মারক নং-২৫.৩৭.০০০০.০২৪.১১.০০৪.২২.১৩৭ [784, 267, 962, 277]
list-item: Example : ARCHITECTURE Yes 12345678 & Send to 16222 [784, 1620, 1022, 1631]
notice-date-gregorian: ০৭ নভেম্বর, ২০২৪ খ্রিস্টাব্দ [563, 551, 678, 563]
article-body-col1: [পেছনের পৃষ্ঠার পর] প্রতিবেদনে বলা হয়, দুর্ঘটনার মধ্যে ২০৮টি মোটরসাইকেল দুর্ঘটনা, যাতে নিহত হয়েছেন ১৯৬ জন। যা মোট নিহতের ৪১ দশমিক ৭৯ শতাংশ। মোট দুর্ঘটনার ৪২ দশমিক ৬৮ শতাংশ মোটরসাইকেল দুর্ঘটনা। এ ছাড়া ১৩২ জন পথচারী নিহত হয়েছেন, যা মোট নিহতের ২৮ দশমিক ১৪ শতাংশ। যানবাহনের চালক ও সহকারী নিহত হয়েছেন ৬৭ জন। নৌ-দুর্ঘটনায় ২ জন নিহত ও ৩ জন আহত হয়েছেন। এ সময়ে ২১টি রেল দুর্ঘটনায় ১৮ জন নিহত এবং ৪ জন আহত হয়েছেন। [44, 179, 260, 333]
table-cell: কোন স্বীকৃত বোর্ড হইতে মাধ্যমিক স্কুল সার্টিফিকেট (এসএসসি) (ভোকেশনাল)সহ জেনারেল ইলেক্ট্রিশিয়ান ও হিসাব রক্ষণ পাস অথবা এইচএসসি (ভোকেশনাল) পাশ। [360, 1215, 746, 1245]
list-item: ০৩) মহামান্য সুপ্রিম কোর্টের আপিল বিভাগের রায় অনুযায়ী বাপবিবো'র সমস্ত প্রক্রিয়ায় যে সকল কর্মকর্তা/কর্মচারী প্রক্রিয়ায় শেষ দিন পর্যন্ত সংরোজনকারীদের কর্মে নিয়োজিত ছিলেন তারা সংশ্লিষ্ট প্রকল্প পরিচালকের স্বীকৃত প্রত্যয়নপত্রসহ আবেদন করতে পারবেন এবং তাদের জন্য বয়সসীমা শিথিলযোগ্য। [56, 1953, 740, 1978]
architecture-signature [1319, 2234, 1439, 2266]
article-title-quader: কাদেরের খোঁজে ফ্ল্যাটে [541, 148, 716, 170]
section-title: খবর [740, 73, 806, 117]
list-item: ০১) পরীক্ষায় অংশগ্রহণে ইচ্ছুক প্রার্থীগণ http://brebr.teletalk.com.bd ওয়েবসাইটে প্রবেশ করে Online-এ আবেদনপত্র পূরণ করতে হবে। আবেদনপত্র পূরণ ও পরীক্ষার ফি জমাদান শুরু ও সময়: ১২-১১-২০২৪ খ্রি. সকাল ১০:০০ ঘটিকা হতে। আবেদনপত্র জমাদানের শেষ তারিখ ও সময়: ১১-১২-২০২৪ খ্রি. বিকাল ৫:০০ ঘটিকা। [56, 1896, 740, 1920]
table-cell: ০৭ (সাত) টি [241, 1173, 298, 1215]
architecture-notice-title: নিয়োগ বিজ্ঞপ্তি [1093, 236, 1223, 273]
list-item: ০৪) পরীক্ষার ফি বাবদ ক্রমিক নং-১ থেকে ৪ পর্যন্ত পদের জন্য ৩৩৬/- (ছয়শত ছত্রিশ) টাকা, ক্রমিক নং- ৫ ও ৬ এর জন্য ৫৫৮/- (পাঁচশত আটান্ন) টাকা, ক্রমিক নং- ৭ ও ৮ এর জন্য ৩৩৫/- (তিনশত পঁয়ত্রিশ) টাকা, ক্রমিক নং- ৯-১৫ এর জন্য ২২৩/- (দুইশত তেইশ) টাকা আবেদন Submit করার পর অনধিক ৭২ (বাহাত্তর) ঘন্টার মধ্যে জমা দিতে হবে। [56, 1982, 740, 2007]
table-cell: ৯. [53, 1012, 80, 1042]
table-cell: অনূর্ধ্ব ৩০ বৎসর [298, 690, 360, 744]
qr-code[interactable] [1447, 2043, 1521, 2117]
table-row [53, 983, 746, 1012]
sms-lines [784, 1571, 1532, 1843]
table-cell: অনূর্ধ্ব ৩০ বৎসর [298, 953, 360, 983]
table-cell: ০১ (এক) টি [241, 744, 298, 786]
table-cell: ১) কোন স্বীকৃত বিশ্ববিদ্যালয় হইতে বাংলা অনুষদভুক্ত যে কোন বিষয়ে দ্বিতীয় শ্রেণি বা সমমানের সিজিপিএ-তে স্নাতক ডিগ্রি অথবা ৪ (চার) বৎসর মেয়াদি স্নাতক (সম্মান) ডিগ্রি; ২) কোন পরীক্ষায় তৃতীয় বিভাগ, শ্রেণি বা সমমানের সিজিপিএ গ্রহণযোগ্য নয়। [360, 881, 746, 923]
list-item: Reply Congratulations! Applicant's Name, payment completed successfully for ARCHITECTURE Application for (post name) User ID is (ABCDEF) and Password (XXXXXXXX). [784, 1633, 1471, 1644]
table-cell: (ক) কোনো স্বীকৃত বোর্ড হইতে মাধ্যমিক স্কুল সার্টিফিকেট বা সমমানের পরীক্ষায় উত্তীর্ণ; (খ) (দুই) বৎসর মেয়াদী সিভিল/আর্কিটেকচারাল ড্রাফটিং কোর্স সম্পন্ন এবং কম্পিউটার এইডেড ড্রাফটিং এবং মডেল তৈরির কাজে ১(এক) বৎসরের বাস্তব অভিজ্ঞতা। [1147, 583, 1533, 625]
table-header-row [53, 636, 746, 690]
table-cell: ৪. [53, 828, 80, 881]
notice-intro: বাংলাদেশ পল্লী বিদ্যুতায়ন বোর্ড (বাপবিবো)-এর রাজস্ব খাতভুক্ত নিম্নবর্ণিত শূন্য পদসমূহ পূরণের জন্য যোগ্যতাসম্পন্ন প্রকৃত বাংলাদেশী নাগরিকদের নিকট হতে Online-এ দরখাস্ত আহবান করা যাচ্ছে: [60, 589, 744, 620]
table-cell: ১. [53, 690, 80, 744]
table-cell: ০৬। [785, 583, 829, 625]
table-cell: ১০(দশ)টি [1074, 475, 1147, 517]
table-cell: কম্পিউটার মুদ্রাক্ষরিক-কাম-অফিস সহকারী ৳ ৯৩০০-২২৪৯০/= (গ্রেড- ১৬) [80, 1173, 241, 1215]
list-item: ঙ. SMS প্রেরণের নিয়মাবলী ও পরীক্ষার ফি প্রদান: Online-এ আবেদনপত্র (Application Form) যথাযথভাবে পূরণপূর্বক নির্দেশনা মতে ছবি এবং স্বাক্ষর upload করে আবেদনপত্র Submit করা সম্পন্ন হলে কম্পিউটারে ছবিসহ Application Preview দেখা যাবে। নির্ভুলভাবে আবেদনপত্র Submit করা সম্পন্ন হলে প্রার্থী একটি User ID, ছবি এবং স্বাক্ষরযুক্ত একটি Applicant's Copy পাবেন। উক্ত Applicant's Copy প্রার্থী প্রিন্ট অথবা Download করে সংরক্ষণ করবেন। Applicant's Copy তে একটি User ID নম্বর দেয়া থাকবে এবং User ID নম্বর ব্যবহার করে প্রার্থী নিম্নোক্ত পদ্ধতিতে যে কোন Teletalk pre-paid mobile নম্বরের মাধ্যমে ০২(দুই)টি SMS করে ক্রমিক নং ০১ এর জন্য ৩৩৫/- টাকা, ক্রমিক নং ০২ থেকে ০৬ এর জন্য ২২৩/- টাকা এবং ক্রমিক নং ০৭ এর জন্য ১১২/- টাকা অনধিক ৭২(বাহাত্তর) ঘণ্টার মধ্যে জমা দিবেন। [784, 1483, 1532, 1543]
table-row [53, 953, 746, 983]
table-cell: কোন স্বীকৃত বিশ্ববিদ্যালয় হইতে পদার্থবিজ্ঞান, রসায়নবিজ্ঞান বা উদ্ভিদবিজ্ঞান বিষয়ে স্নাতকসহ সংশ্লিষ্ট কাজে অনূর্ধ্ব ২ (দুই) বৎসরের বাস্তব অভিজ্ঞতা। [360, 923, 746, 953]
table-cell: কোনো স্বীকৃত বোর্ড হইতে মাধ্যমিক স্কুল সার্টিফিকেট (এস.এস.সি) বা সমমানের পরীক্ষায় উত্তীর্ণ। [1147, 625, 1533, 643]
